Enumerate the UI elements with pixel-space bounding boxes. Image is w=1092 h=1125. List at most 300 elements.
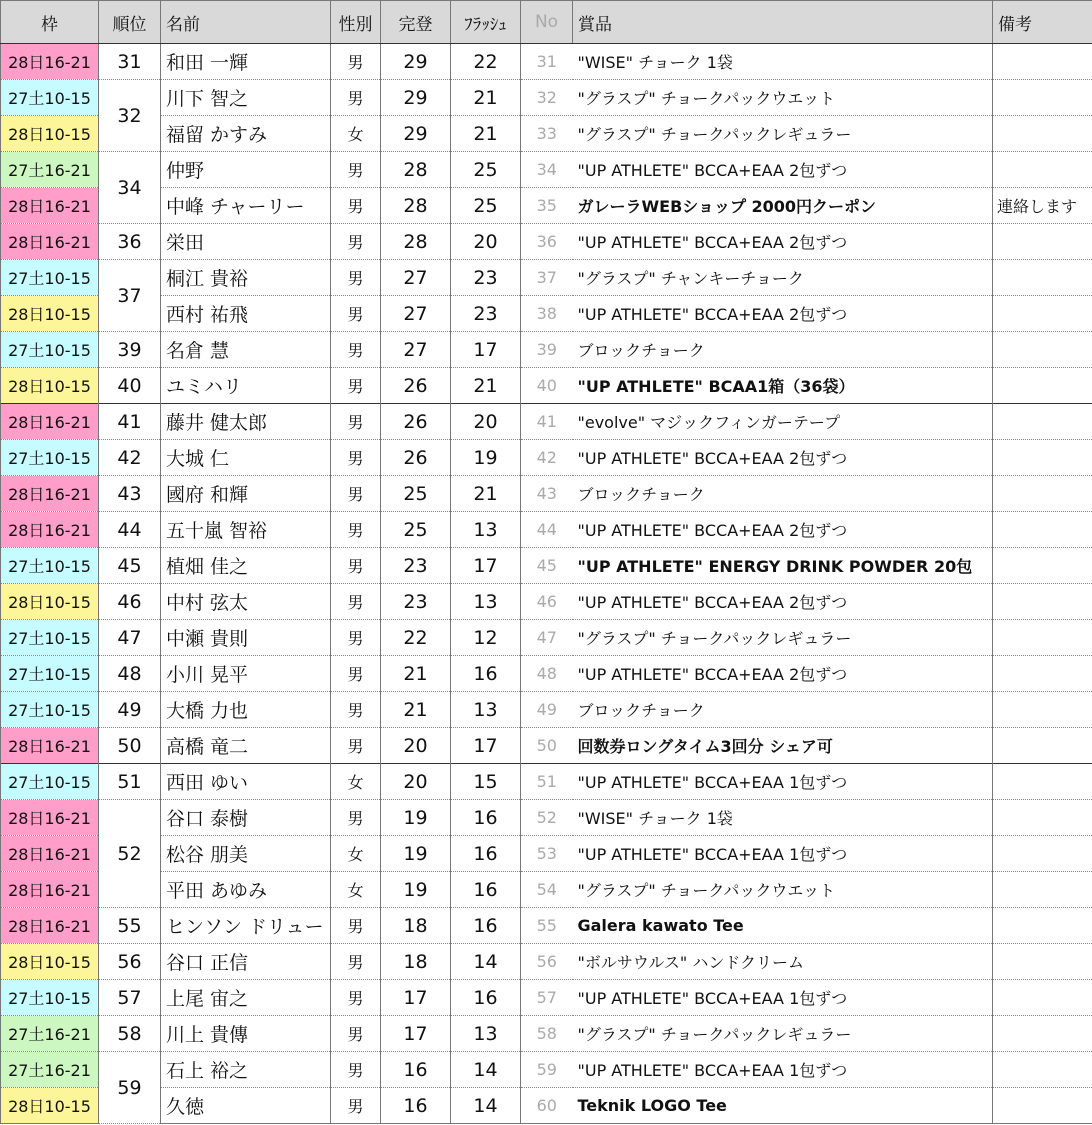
no-cell: 44 [521, 512, 573, 548]
table-row [1, 728, 1092, 764]
name-cell: 久徳 [161, 1088, 331, 1124]
name-cell: 大城 仁 [161, 440, 331, 476]
slot-cell: 27土10-15 [1, 980, 99, 1016]
prize-cell: "UP ATHLETE" ENERGY DRINK POWDER 20包 [573, 548, 993, 584]
gender-cell: 男 [331, 1016, 381, 1052]
rank-cell: 56 [99, 944, 161, 980]
name-cell: 中峰 チャーリー [161, 188, 331, 224]
flash-cell: 16 [451, 908, 521, 944]
table-row [1, 1088, 1092, 1124]
prize-cell: "evolve" マジックフィンガーテープ [573, 404, 993, 440]
note-cell [993, 476, 1092, 512]
name-cell: 栄田 [161, 224, 331, 260]
complete-cell: 19 [381, 836, 451, 872]
prize-cell: "グラスプ" チョークパックレギュラー [573, 116, 993, 152]
name-cell: 平田 あゆみ [161, 872, 331, 908]
note-cell [993, 368, 1092, 404]
gender-cell: 男 [331, 656, 381, 692]
complete-cell: 23 [381, 584, 451, 620]
no-cell: 39 [521, 332, 573, 368]
table-row [1, 440, 1092, 476]
note-cell [993, 332, 1092, 368]
gender-cell: 男 [331, 224, 381, 260]
name-cell: 大橋 力也 [161, 692, 331, 728]
header-rank: 順位 [99, 1, 161, 44]
slot-cell: 27土10-15 [1, 80, 99, 116]
slot-cell: 28日10-15 [1, 1088, 99, 1124]
flash-cell: 17 [451, 548, 521, 584]
flash-cell: 13 [451, 512, 521, 548]
no-cell: 55 [521, 908, 573, 944]
note-cell [993, 1088, 1092, 1124]
no-cell: 34 [521, 152, 573, 188]
table-row [1, 404, 1092, 440]
prize-cell: "グラスプ" チャンキーチョーク [573, 260, 993, 296]
slot-cell: 28日10-15 [1, 368, 99, 404]
complete-cell: 20 [381, 728, 451, 764]
no-cell: 38 [521, 296, 573, 332]
prize-cell: "WISE" チョーク 1袋 [573, 800, 993, 836]
rank-cell: 52 [99, 800, 161, 908]
rank-cell: 57 [99, 980, 161, 1016]
no-cell: 51 [521, 764, 573, 800]
rank-cell: 51 [99, 764, 161, 800]
no-cell: 57 [521, 980, 573, 1016]
flash-cell: 16 [451, 980, 521, 1016]
rank-cell: 36 [99, 224, 161, 260]
name-cell: 桐江 貴裕 [161, 260, 331, 296]
table-row [1, 656, 1092, 692]
complete-cell: 16 [381, 1088, 451, 1124]
gender-cell: 女 [331, 116, 381, 152]
prize-cell: "UP ATHLETE" BCAA1箱（36袋） [573, 368, 993, 404]
flash-cell: 13 [451, 692, 521, 728]
no-cell: 53 [521, 836, 573, 872]
slot-cell: 27土10-15 [1, 620, 99, 656]
rank-cell: 46 [99, 584, 161, 620]
gender-cell: 男 [331, 188, 381, 224]
name-cell: 川上 貴傳 [161, 1016, 331, 1052]
slot-cell: 28日16-21 [1, 404, 99, 440]
flash-cell: 21 [451, 116, 521, 152]
flash-cell: 14 [451, 1052, 521, 1088]
no-cell: 58 [521, 1016, 573, 1052]
note-cell [993, 980, 1092, 1016]
note-cell: 連絡します [993, 188, 1092, 224]
gender-cell: 男 [331, 296, 381, 332]
note-cell [993, 800, 1092, 836]
prize-cell: "グラスプ" チョークパックレギュラー [573, 1016, 993, 1052]
slot-cell: 28日16-21 [1, 872, 99, 908]
flash-cell: 19 [451, 440, 521, 476]
name-cell: 小川 晃平 [161, 656, 331, 692]
no-cell: 45 [521, 548, 573, 584]
slot-cell: 28日16-21 [1, 800, 99, 836]
complete-cell: 26 [381, 404, 451, 440]
table-row [1, 476, 1092, 512]
header-flash: ﾌﾗｯｼｭ [451, 1, 521, 44]
gender-cell: 女 [331, 872, 381, 908]
slot-cell: 27土10-15 [1, 260, 99, 296]
slot-cell: 27土10-15 [1, 332, 99, 368]
complete-cell: 22 [381, 620, 451, 656]
table-row [1, 260, 1092, 296]
flash-cell: 25 [451, 152, 521, 188]
note-cell [993, 692, 1092, 728]
gender-cell: 男 [331, 692, 381, 728]
gender-cell: 男 [331, 80, 381, 116]
prize-cell: "グラスプ" チョークパックレギュラー [573, 620, 993, 656]
prize-cell: "UP ATHLETE" BCCA+EAA 2包ずつ [573, 656, 993, 692]
flash-cell: 23 [451, 296, 521, 332]
flash-cell: 16 [451, 836, 521, 872]
rank-cell: 31 [99, 44, 161, 80]
slot-cell: 27土16-21 [1, 1052, 99, 1088]
slot-cell: 27土10-15 [1, 656, 99, 692]
note-cell [993, 584, 1092, 620]
complete-cell: 25 [381, 476, 451, 512]
name-cell: 松谷 朋美 [161, 836, 331, 872]
complete-cell: 29 [381, 116, 451, 152]
gender-cell: 男 [331, 620, 381, 656]
table-row [1, 764, 1092, 800]
name-cell: 石上 裕之 [161, 1052, 331, 1088]
rank-cell: 41 [99, 404, 161, 440]
slot-cell: 28日16-21 [1, 188, 99, 224]
table-row [1, 332, 1092, 368]
no-cell: 56 [521, 944, 573, 980]
gender-cell: 男 [331, 44, 381, 80]
no-cell: 60 [521, 1088, 573, 1124]
table-row [1, 368, 1092, 404]
no-cell: 59 [521, 1052, 573, 1088]
rank-cell: 48 [99, 656, 161, 692]
header-no: No [521, 1, 573, 44]
gender-cell: 男 [331, 548, 381, 584]
table-row [1, 1052, 1092, 1088]
table-row [1, 80, 1092, 116]
prize-cell: "UP ATHLETE" BCCA+EAA 1包ずつ [573, 1052, 993, 1088]
table-row [1, 692, 1092, 728]
complete-cell: 28 [381, 188, 451, 224]
complete-cell: 18 [381, 944, 451, 980]
note-cell [993, 944, 1092, 980]
table-row [1, 872, 1092, 908]
complete-cell: 20 [381, 764, 451, 800]
gender-cell: 男 [331, 512, 381, 548]
gender-cell: 男 [331, 1088, 381, 1124]
slot-cell: 28日16-21 [1, 728, 99, 764]
complete-cell: 26 [381, 440, 451, 476]
rank-cell: 42 [99, 440, 161, 476]
name-cell: 谷口 正信 [161, 944, 331, 980]
name-cell: 上尾 宙之 [161, 980, 331, 1016]
note-cell [993, 44, 1092, 80]
slot-cell: 27土10-15 [1, 764, 99, 800]
complete-cell: 17 [381, 1016, 451, 1052]
prize-cell: Teknik LOGO Tee [573, 1088, 993, 1124]
note-cell [993, 908, 1092, 944]
rank-cell: 39 [99, 332, 161, 368]
prize-cell: Galera kawato Tee [573, 908, 993, 944]
complete-cell: 27 [381, 296, 451, 332]
no-cell: 37 [521, 260, 573, 296]
slot-cell: 28日16-21 [1, 44, 99, 80]
slot-cell: 28日10-15 [1, 116, 99, 152]
flash-cell: 21 [451, 476, 521, 512]
complete-cell: 26 [381, 368, 451, 404]
slot-cell: 28日10-15 [1, 944, 99, 980]
prize-cell: ブロックチョーク [573, 692, 993, 728]
flash-cell: 14 [451, 944, 521, 980]
flash-cell: 15 [451, 764, 521, 800]
note-cell [993, 116, 1092, 152]
name-cell: 植畑 佳之 [161, 548, 331, 584]
name-cell: 藤井 健太郎 [161, 404, 331, 440]
rank-cell: 43 [99, 476, 161, 512]
no-cell: 33 [521, 116, 573, 152]
results-body [1, 44, 1092, 1124]
prize-cell: ガレーラWEBショップ 2000円クーポン [573, 188, 993, 224]
flash-cell: 20 [451, 404, 521, 440]
flash-cell: 21 [451, 368, 521, 404]
gender-cell: 男 [331, 980, 381, 1016]
no-cell: 35 [521, 188, 573, 224]
slot-cell: 28日10-15 [1, 296, 99, 332]
gender-cell: 男 [331, 908, 381, 944]
name-cell: 名倉 慧 [161, 332, 331, 368]
table-row [1, 548, 1092, 584]
no-cell: 52 [521, 800, 573, 836]
table-row [1, 1016, 1092, 1052]
name-cell: 谷口 泰樹 [161, 800, 331, 836]
flash-cell: 17 [451, 332, 521, 368]
no-cell: 47 [521, 620, 573, 656]
slot-cell: 28日16-21 [1, 836, 99, 872]
note-cell [993, 512, 1092, 548]
note-cell [993, 260, 1092, 296]
flash-cell: 14 [451, 1088, 521, 1124]
name-cell: 中瀬 貴則 [161, 620, 331, 656]
name-cell: 西田 ゆい [161, 764, 331, 800]
name-cell: 川下 智之 [161, 80, 331, 116]
rank-cell: 50 [99, 728, 161, 764]
gender-cell: 男 [331, 944, 381, 980]
no-cell: 42 [521, 440, 573, 476]
table-row [1, 584, 1092, 620]
gender-cell: 女 [331, 764, 381, 800]
no-cell: 36 [521, 224, 573, 260]
slot-cell: 27土16-21 [1, 1016, 99, 1052]
complete-cell: 28 [381, 152, 451, 188]
gender-cell: 男 [331, 1052, 381, 1088]
flash-cell: 16 [451, 656, 521, 692]
table-row [1, 296, 1092, 332]
note-cell [993, 440, 1092, 476]
no-cell: 32 [521, 80, 573, 116]
flash-cell: 12 [451, 620, 521, 656]
gender-cell: 男 [331, 440, 381, 476]
note-cell [993, 296, 1092, 332]
rank-cell: 45 [99, 548, 161, 584]
prize-cell: "WISE" チョーク 1袋 [573, 44, 993, 80]
slot-cell: 27土10-15 [1, 692, 99, 728]
prize-cell: "ボルサウルス" ハンドクリーム [573, 944, 993, 980]
rank-cell: 47 [99, 620, 161, 656]
flash-cell: 22 [451, 44, 521, 80]
complete-cell: 29 [381, 80, 451, 116]
slot-cell: 28日16-21 [1, 224, 99, 260]
rank-cell: 32 [99, 80, 161, 152]
prize-cell: ブロックチョーク [573, 476, 993, 512]
prize-cell: "UP ATHLETE" BCCA+EAA 2包ずつ [573, 440, 993, 476]
name-cell: 五十嵐 智裕 [161, 512, 331, 548]
prize-cell: 回数券ロングタイム3回分 シェア可 [573, 728, 993, 764]
note-cell [993, 620, 1092, 656]
slot-cell: 27土10-15 [1, 548, 99, 584]
gender-cell: 男 [331, 332, 381, 368]
name-cell: 中村 弦太 [161, 584, 331, 620]
note-cell [993, 728, 1092, 764]
table-row [1, 116, 1092, 152]
complete-cell: 27 [381, 332, 451, 368]
prize-cell: "UP ATHLETE" BCCA+EAA 2包ずつ [573, 584, 993, 620]
no-cell: 49 [521, 692, 573, 728]
no-cell: 54 [521, 872, 573, 908]
prize-cell: "UP ATHLETE" BCCA+EAA 2包ずつ [573, 152, 993, 188]
table-row [1, 188, 1092, 224]
slot-cell: 28日10-15 [1, 584, 99, 620]
header-prize: 賞品 [573, 1, 993, 44]
slot-cell: 27土16-21 [1, 152, 99, 188]
note-cell [993, 872, 1092, 908]
header-gender: 性別 [331, 1, 381, 44]
no-cell: 48 [521, 656, 573, 692]
rank-cell: 40 [99, 368, 161, 404]
name-cell: ヒンソン ドリュー [161, 908, 331, 944]
table-row [1, 800, 1092, 836]
note-cell [993, 224, 1092, 260]
note-cell [993, 548, 1092, 584]
complete-cell: 28 [381, 224, 451, 260]
complete-cell: 18 [381, 908, 451, 944]
complete-cell: 27 [381, 260, 451, 296]
complete-cell: 16 [381, 1052, 451, 1088]
gender-cell: 男 [331, 152, 381, 188]
prize-cell: "UP ATHLETE" BCCA+EAA 1包ずつ [573, 836, 993, 872]
complete-cell: 21 [381, 656, 451, 692]
complete-cell: 25 [381, 512, 451, 548]
complete-cell: 19 [381, 872, 451, 908]
flash-cell: 23 [451, 260, 521, 296]
table-row [1, 512, 1092, 548]
gender-cell: 男 [331, 584, 381, 620]
name-cell: ユミハリ [161, 368, 331, 404]
rank-cell: 55 [99, 908, 161, 944]
table-row [1, 44, 1092, 80]
flash-cell: 20 [451, 224, 521, 260]
name-cell: 和田 一輝 [161, 44, 331, 80]
prize-cell: "グラスプ" チョークパックウエット [573, 872, 993, 908]
slot-cell: 28日16-21 [1, 908, 99, 944]
table-row [1, 944, 1092, 980]
prize-cell: "UP ATHLETE" BCCA+EAA 1包ずつ [573, 764, 993, 800]
prize-cell: "UP ATHLETE" BCCA+EAA 2包ずつ [573, 296, 993, 332]
header-slot: 枠 [1, 1, 99, 44]
rank-cell: 34 [99, 152, 161, 224]
gender-cell: 男 [331, 800, 381, 836]
table-row [1, 224, 1092, 260]
no-cell: 50 [521, 728, 573, 764]
rank-cell: 59 [99, 1052, 161, 1124]
flash-cell: 25 [451, 188, 521, 224]
table-row [1, 836, 1092, 872]
table-row [1, 152, 1092, 188]
no-cell: 43 [521, 476, 573, 512]
slot-cell: 28日16-21 [1, 512, 99, 548]
prize-cell: "UP ATHLETE" BCCA+EAA 2包ずつ [573, 512, 993, 548]
name-cell: 高橋 竜二 [161, 728, 331, 764]
flash-cell: 13 [451, 584, 521, 620]
rank-cell: 37 [99, 260, 161, 332]
gender-cell: 男 [331, 260, 381, 296]
table-row [1, 908, 1092, 944]
header-row [1, 1, 1092, 44]
note-cell [993, 656, 1092, 692]
complete-cell: 29 [381, 44, 451, 80]
name-cell: 國府 和輝 [161, 476, 331, 512]
complete-cell: 21 [381, 692, 451, 728]
rank-cell: 58 [99, 1016, 161, 1052]
note-cell [993, 836, 1092, 872]
flash-cell: 16 [451, 872, 521, 908]
name-cell: 仲野 [161, 152, 331, 188]
table-row [1, 980, 1092, 1016]
name-cell: 福留 かすみ [161, 116, 331, 152]
flash-cell: 13 [451, 1016, 521, 1052]
rank-cell: 49 [99, 692, 161, 728]
flash-cell: 16 [451, 800, 521, 836]
flash-cell: 21 [451, 80, 521, 116]
no-cell: 46 [521, 584, 573, 620]
slot-cell: 28日16-21 [1, 476, 99, 512]
note-cell [993, 1016, 1092, 1052]
complete-cell: 19 [381, 800, 451, 836]
gender-cell: 女 [331, 836, 381, 872]
name-cell: 西村 祐飛 [161, 296, 331, 332]
prize-cell: "UP ATHLETE" BCCA+EAA 2包ずつ [573, 224, 993, 260]
rank-cell: 44 [99, 512, 161, 548]
header-complete: 完登 [381, 1, 451, 44]
note-cell [993, 404, 1092, 440]
note-cell [993, 1052, 1092, 1088]
note-cell [993, 152, 1092, 188]
prize-cell: "グラスプ" チョークパックウエット [573, 80, 993, 116]
note-cell [993, 764, 1092, 800]
prize-cell: "UP ATHLETE" BCCA+EAA 1包ずつ [573, 980, 993, 1016]
complete-cell: 23 [381, 548, 451, 584]
gender-cell: 男 [331, 476, 381, 512]
table-row [1, 620, 1092, 656]
gender-cell: 男 [331, 404, 381, 440]
no-cell: 41 [521, 404, 573, 440]
note-cell [993, 80, 1092, 116]
prize-cell: ブロックチョーク [573, 332, 993, 368]
flash-cell: 17 [451, 728, 521, 764]
header-name: 名前 [161, 1, 331, 44]
no-cell: 31 [521, 44, 573, 80]
gender-cell: 男 [331, 728, 381, 764]
